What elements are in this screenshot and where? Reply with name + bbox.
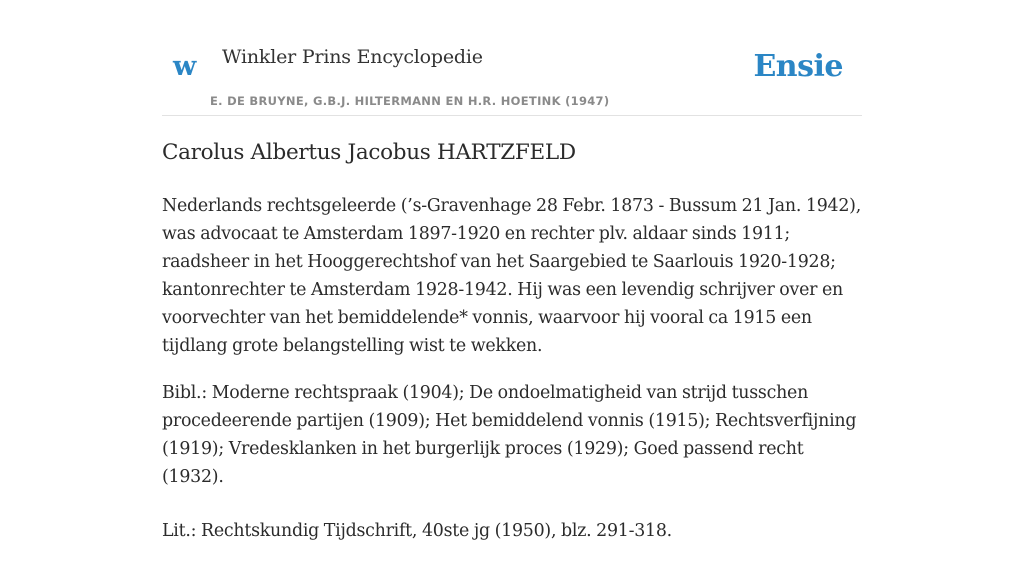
work-header bbox=[162, 0, 862, 116]
ensie-brand-link[interactable]: Ensie bbox=[753, 49, 843, 84]
work-authors: E. DE BRUYNE, G.B.J. HILTERMANN EN H.R. HOETINK (1947) bbox=[210, 94, 610, 108]
entry-title: Carolus Albertus Jacobus HARTZFELD bbox=[162, 140, 576, 165]
entry-paragraph-description: Nederlands rechtsgeleerde (’s-Gravenhage 28 Febr. 1873 - Bussum 21 Jan. 1942), was advocaat te Amsterdam 1897-1920 en rechter plv. aldaar sinds 1911; raadsheer in het Hooggerechtshof van het Saargebied te Saarlouis 1920-1928; kantonrechter te Amsterdam 1928-1942. Hij was een levendig schrijver over en voorvechter van het bemiddelende* vonnis, waarvoor hij vooral ca 1915 een tijdlang grote belangstelling wist te wekken. bbox=[162, 196, 861, 356]
entry-paragraph-literature: Lit.: Rechtskundig Tijdschrift, 40ste jg (1950), blz. 291-318. bbox=[162, 521, 672, 541]
page bbox=[162, 0, 862, 541]
winkler-prins-logo-icon[interactable]: w bbox=[173, 51, 197, 82]
entry-paragraph-bibliography: Bibl.: Moderne rechtspraak (1904); De ondoelmatigheid van strijd tusschen procedeerende partijen (1909); Het bemiddelend vonnis (1915); Rechtsverfijning (1919); Vredesklanken in het burgerlijk proces (1929); Goed passend recht (1932). bbox=[162, 383, 857, 487]
entry-body bbox=[162, 192, 862, 564]
work-title[interactable]: Winkler Prins Encyclopedie bbox=[222, 46, 483, 68]
